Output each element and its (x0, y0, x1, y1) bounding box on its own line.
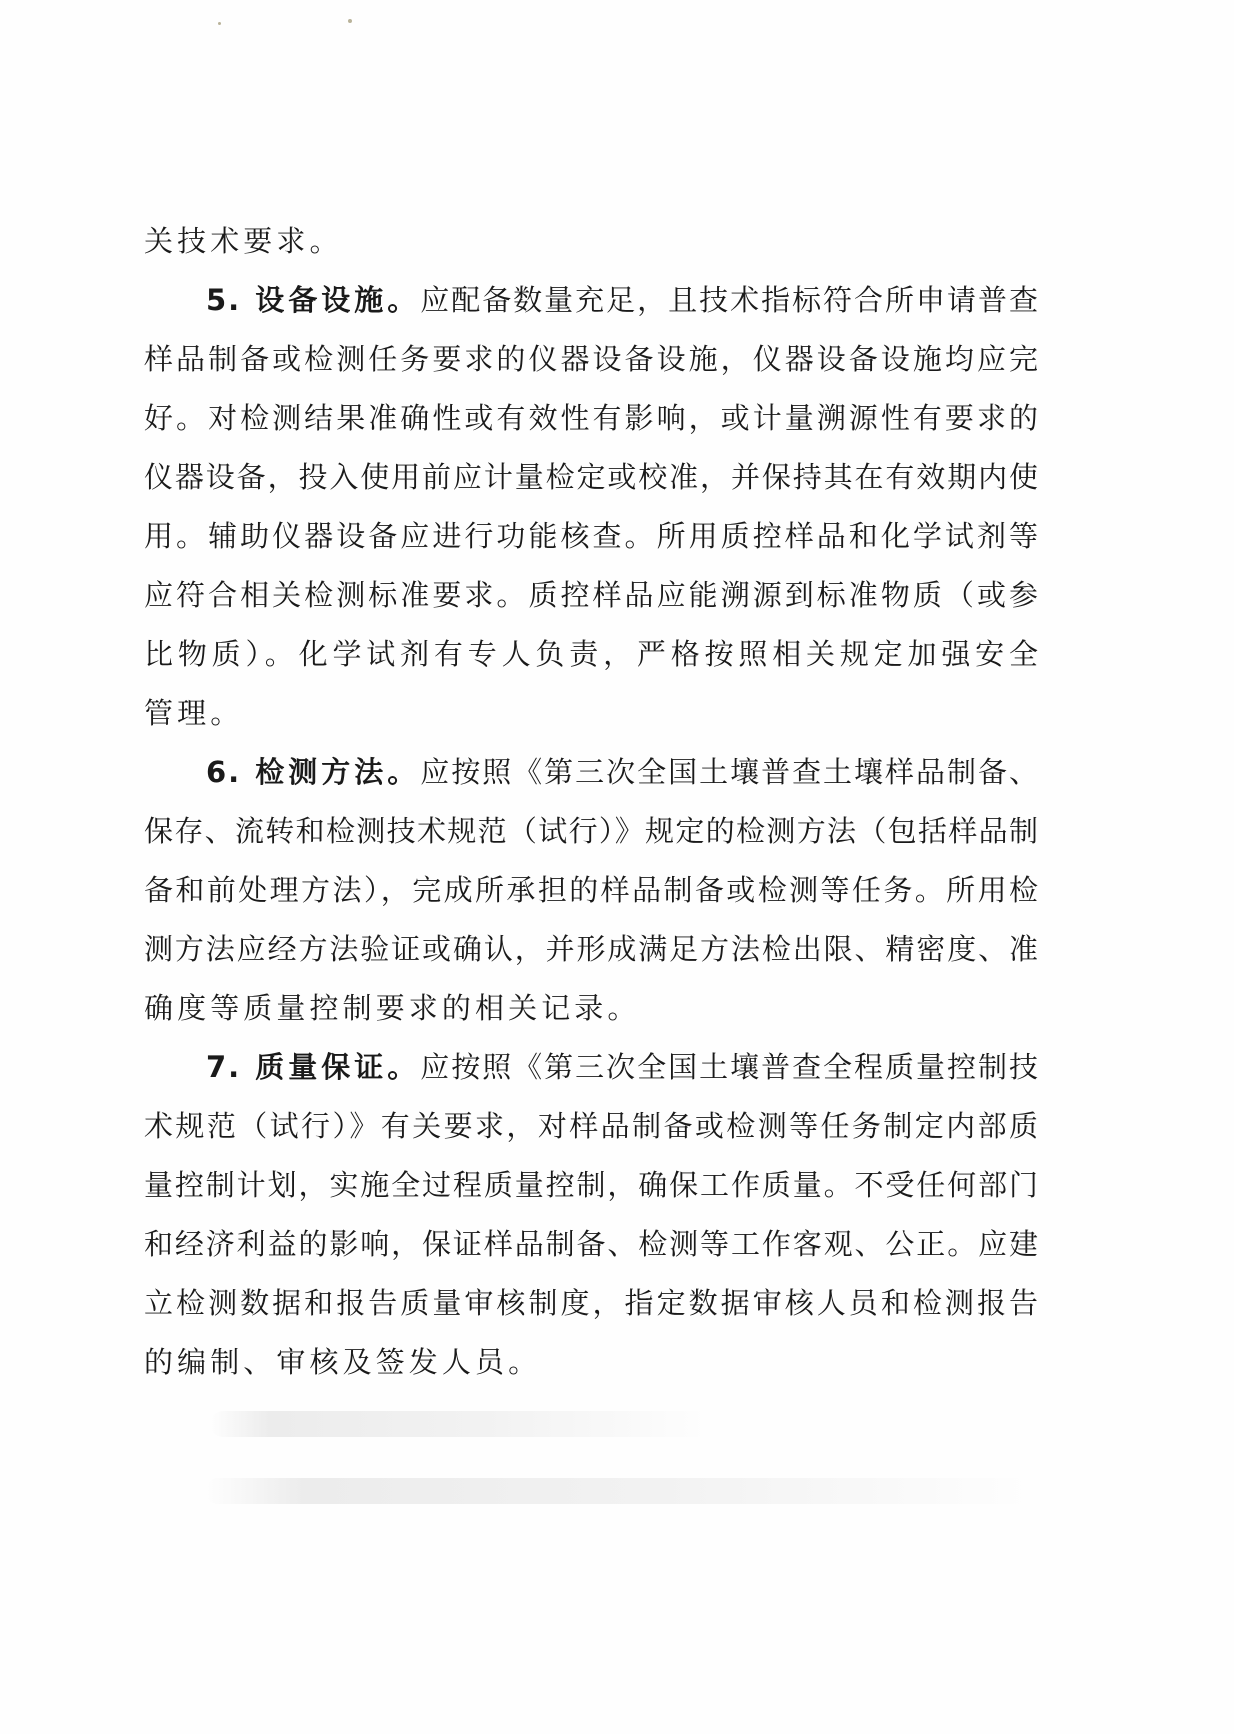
line-text: 应配备数量充足，且技术指标符合所申请普查 (420, 283, 1038, 317)
body-text (144, 212, 1038, 1392)
text-line (144, 566, 1038, 625)
line-text: 备和前处理方法），完成所承担的样品制备或检测等任务。所用检 (144, 873, 1038, 907)
show-through-text (205, 1478, 1035, 1504)
text-line (144, 920, 1038, 979)
line-text: 和经济利益的影响，保证样品制备、检测等工作客观、公正。应建 (144, 1227, 1038, 1261)
line-text: 好。对检测结果准确性或有效性有影响，或计量溯源性有要求的 (144, 401, 1038, 435)
line-text: 用。辅助仪器设备应进行功能核查。所用质控样品和化学试剂等 (144, 519, 1038, 553)
show-through-text (210, 1411, 710, 1437)
line-text: 确度等质量控制要求的相关记录。 (144, 991, 641, 1025)
text-line (144, 979, 1038, 1038)
line-text: 应符合相关检测标准要求。质控样品应能溯源到标准物质（或参 (144, 578, 1038, 612)
text-line (144, 448, 1038, 507)
line-text: 保存、流转和检测技术规范（试行）》规定的检测方法（包括样品制 (144, 814, 1038, 848)
line-text: 应按照《第三次全国土壤普查全程质量控制技 (420, 1050, 1038, 1084)
text-line (144, 212, 1038, 271)
line-text: 测方法应经方法验证或确认，并形成满足方法检出限、精密度、准 (144, 932, 1038, 966)
line-text: 管理。 (144, 696, 244, 730)
line-text: 比物质）。化学试剂有专人负责，严格按照相关规定加强安全 (144, 637, 1038, 671)
line-text: 术规范（试行）》有关要求，对样品制备或检测等任务制定内部质 (144, 1109, 1038, 1143)
line-text: 关技术要求。 (144, 224, 343, 258)
text-line (144, 1097, 1038, 1156)
section-first-line (144, 271, 1038, 330)
line-text: 量控制计划，实施全过程质量控制，确保工作质量。不受任何部门 (144, 1168, 1038, 1202)
section-heading: 5. 设备设施。 (206, 283, 421, 317)
line-text: 样品制备或检测任务要求的仪器设备设施，仪器设备设施均应完 (144, 342, 1038, 376)
text-line (144, 507, 1038, 566)
scan-speck (348, 19, 352, 23)
section-heading: 6. 检测方法。 (206, 755, 421, 789)
text-line (144, 330, 1038, 389)
scan-speck (218, 22, 221, 25)
line-text: 的编制、审核及签发人员。 (144, 1345, 542, 1379)
line-text: 仪器设备，投入使用前应计量检定或校准，并保持其在有效期内使 (144, 460, 1038, 494)
section-first-line (144, 743, 1038, 802)
text-line (144, 389, 1038, 448)
text-line (144, 1333, 1038, 1392)
line-text: 立检测数据和报告质量审核制度，指定数据审核人员和检测报告 (144, 1286, 1038, 1320)
text-line (144, 1274, 1038, 1333)
section-first-line (144, 1038, 1038, 1097)
text-line (144, 625, 1038, 684)
text-line (144, 684, 1038, 743)
text-line (144, 802, 1038, 861)
text-line (144, 1215, 1038, 1274)
text-line (144, 861, 1038, 920)
section-heading: 7. 质量保证。 (206, 1050, 421, 1084)
line-text: 应按照《第三次全国土壤普查土壤样品制备、 (420, 755, 1038, 789)
text-line (144, 1156, 1038, 1215)
